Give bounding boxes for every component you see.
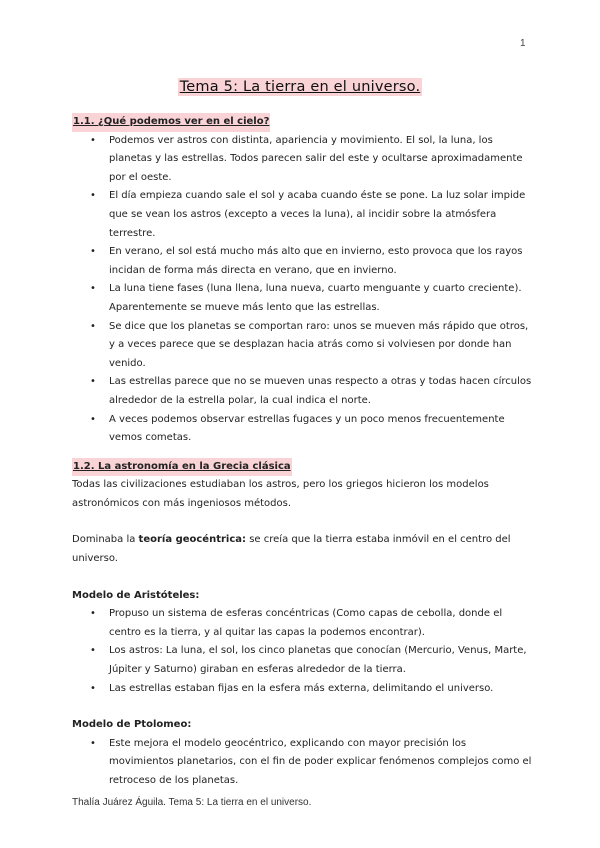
list-item: • Propuso un sistema de esferas concéntricas (Como capas de cebolla, donde el centro es la tierra, y al quitar las capas la podemos encontrar).	[72, 605, 532, 642]
section-2-heading: 1.2. La astronomía en la Grecia clásica	[72, 458, 292, 477]
section-1-list	[72, 132, 532, 448]
ptolemy-heading: Modelo de Ptolomeo:	[72, 719, 192, 731]
page-footer: Thalía Juárez Águila. Tema 5: La tierra en el universo.	[72, 797, 312, 808]
list-item: • Podemos ver astros con distinta, apariencia y movimiento. El sol, la luna, los planetas y las estrellas. Todos parecen salir del este y ocultarse aproximadamente por el oeste.	[72, 132, 532, 188]
geocentric-paragraph	[72, 531, 532, 568]
section-1	[72, 113, 532, 132]
list-item: • Las estrellas parece que no se mueven unas respecto a otras y todas hacen círculos alrededor de la estrella polar, la cual indica el norte.	[72, 373, 532, 410]
section-1-heading: 1.1. ¿Qué podemos ver en el cielo?	[72, 113, 270, 132]
page-number: 1	[520, 38, 526, 49]
aristotle-list	[72, 605, 532, 698]
list-item: • El día empieza cuando sale el sol y acaba cuando éste se pone. La luz solar impide que se vean los astros (excepto a veces la luna), al incidir sobre la atmósfera terrestre.	[72, 187, 532, 243]
page-title: Tema 5: La tierra en el universo.	[179, 79, 421, 95]
geocentric-term: teoría geocéntrica:	[138, 534, 247, 546]
list-item: • Se dice que los planetas se comportan raro: unos se mueven más rápido que otros, y a veces parece que se desplazan hacia atrás como si volviesen por donde han venido.	[72, 318, 532, 374]
list-item: • A veces podemos observar estrellas fugaces y un poco menos frecuentemente vemos cometas.	[72, 411, 532, 448]
geocentric-prefix: Dominaba la	[72, 534, 139, 546]
list-item: • Los astros: La luna, el sol, los cinco planetas que conocían (Mercurio, Venus, Marte, Júpiter y Saturno) giraban en esferas alrededor de la tierra.	[72, 642, 532, 679]
document-body	[72, 113, 532, 791]
title-container	[0, 76, 600, 96]
ptolemy-list	[72, 735, 532, 791]
section-2	[72, 458, 532, 477]
list-item: • Las estrellas estaban fijas en la esfera más externa, delimitando el universo.	[72, 680, 532, 699]
list-item: • En verano, el sol está mucho más alto que en invierno, esto provoca que los rayos incidan de forma más directa en verano, que en invierno.	[72, 243, 532, 280]
list-item: • Este mejora el modelo geocéntrico, explicando con mayor precisión los movimientos planetarios, con el fin de poder explicar fenómenos complejos como el retroceso de los planetas.	[72, 735, 532, 791]
section-2-intro: Todas las civilizaciones estudiaban los astros, pero los griegos hicieron los modelos astronómicos con más ingeniosos métodos.	[72, 479, 489, 509]
aristotle-heading: Modelo de Aristóteles:	[72, 589, 200, 601]
geocentric-rest: se creía que la tierra estaba inmóvil en el centro del universo.	[72, 534, 511, 565]
list-item: • La luna tiene fases (luna llena, luna nueva, cuarto menguante y cuarto creciente). Aparentemente se mueve más lento que las estrellas.	[72, 280, 532, 317]
